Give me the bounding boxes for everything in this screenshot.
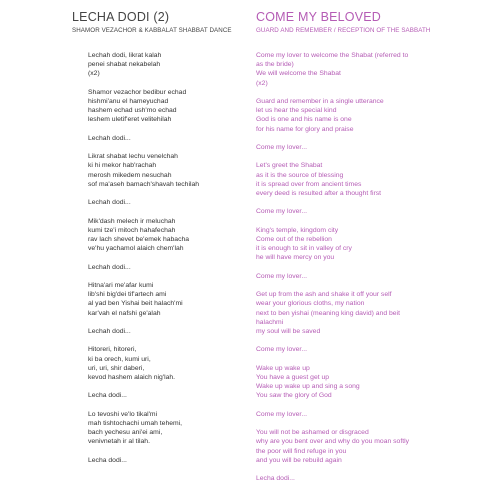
stanza-gap [88,189,248,198]
lyric-line: Lecha dodi... [256,475,295,483]
lyric-line: leshem uletif'eret velitehilah [88,116,172,124]
stanza [88,152,248,189]
song-title-transliteration: LECHA DODI (2) [72,10,170,24]
lyrics-transliteration [88,51,248,465]
stanza [256,290,416,336]
lyric-line: uri, uri, shir daberi, [88,364,145,372]
stanza-gap [88,401,248,410]
stanza-gap [256,401,416,410]
lyric-line: mah tishtochachi umah tehemi, [88,419,183,427]
lyric-line: he will have mercy on you [256,254,335,262]
stanza-gap [88,207,248,216]
lyric-line: kevod hashem alaich nig'lah. [88,373,176,381]
stanza [88,88,248,125]
lyric-line: sof ma'aseh bamach'shavah techilah [88,180,200,188]
lyric-line: hishmi'anu el hameyuchad [88,98,169,105]
lyric-line: next to ben yishai (meaning king david) and beit halachmi [256,309,400,326]
lyrics-english [256,51,416,483]
lyric-line: Come my lover... [256,144,307,151]
lyric-line: the poor will find refuge in you [256,447,347,455]
lyric-line: Come my lover to welcome the Shabat (referred to as the bride) [256,52,409,69]
lyric-line: my soul will be saved [256,327,321,335]
lyric-line: venivnetah ir al tilah. [88,438,150,446]
lyric-line: Lechah dodi... [88,134,131,142]
refrain [256,410,416,419]
lyric-line: Lo tevoshi ve'lo tikal'mi [88,410,158,418]
stanza [256,97,416,134]
lyric-line: as it is the source of blessing [256,171,344,179]
lyric-line: ve'hu yachamol alaich chem'lah [88,245,184,253]
lyric-line: why are you bent over and why do you moan softly [256,438,410,446]
lyric-line: King's temple, kingdom city [256,226,339,234]
lyric-line: Hitna'ari me'afar kumi [88,281,154,289]
lyric-line: Likrat shabat lechu venelchah [88,153,178,161]
lyric-line: Get up from the ash and shake it off your self [256,291,392,299]
lyric-line: hashem echad ush'mo echad [88,107,177,115]
stanza [256,364,416,401]
lyric-line: it is spread over from ancient times [256,180,362,188]
stanza-gap [256,419,416,428]
lyric-line: Come my lover... [256,346,307,354]
stanza [88,410,248,447]
stanza-gap [88,79,248,88]
lyric-line: (x2) [256,79,268,87]
stanza-gap [256,281,416,290]
stanza-gap [256,263,416,272]
lyric-line: You have a guest get up [256,373,330,381]
lyric-line: every deed is resulted after a thought first [256,190,382,197]
lyric-line: ki ba orech, kumi uri, [88,355,151,363]
lyric-line: al yad ben Yishai beit halach'mi [88,300,183,308]
lyric-line: Come my lover... [256,208,307,216]
lyric-line: wear your glorious cloths, my nation [256,300,365,308]
stanza-gap [256,336,416,345]
stanza-gap [256,88,416,97]
lyric-line: Come my lover... [256,410,307,418]
lyric-line: (x2) [88,70,100,78]
refrain [256,474,416,483]
refrain [88,327,248,336]
stanza [256,428,416,465]
lyric-line: Lecha dodi... [88,456,127,464]
lyric-line: kar'vah el nafshi ge'alah [88,309,161,317]
stanza-gap [88,318,248,327]
stanza-gap [256,217,416,226]
stanza-gap [88,143,248,152]
lyric-line: Wake up wake up [256,364,310,372]
stanza-gap [256,134,416,143]
stanza-gap [88,447,248,456]
lyric-line: Lechah dodi... [88,199,131,207]
lyric-line: Hitoreri, hitoreri, [88,346,137,354]
stanza-gap [88,336,248,345]
lyric-line: We will welcome the Shabat [256,70,341,78]
lyric-line: Mik'dash melech ir meluchah [88,217,176,225]
stanza [88,281,248,318]
lyric-line: You saw the glory of God [256,392,332,400]
refrain [256,143,416,152]
refrain [256,272,416,281]
lyric-line: Guard and remember in a single utterance [256,98,384,105]
stanza-gap [88,272,248,281]
lyric-line: Come out of the rebellion [256,235,332,243]
refrain [256,345,416,354]
stanza-gap [256,465,416,474]
stanza [256,226,416,263]
stanza-gap [256,355,416,364]
stanza [256,161,416,198]
lyric-line: lib'shi big'dei tif'artech ami [88,291,167,299]
lyric-line: You will not be ashamed or disgraced [256,429,369,437]
song-title-english: COME MY BELOVED [256,10,382,24]
lyric-line: and you will be rebuild again [256,456,342,464]
lyric-line: kumi tze'i mitoch hahafechah [88,226,176,234]
lyric-line: Come my lover... [256,272,307,280]
song-subtitle-english: GUARD AND REMEMBER / RECEPTION OF THE SABBATH [256,27,431,34]
lyric-line: Lechah dodi... [88,327,131,335]
stanza-gap [88,382,248,391]
refrain [88,198,248,207]
lyric-line: for his name for glory and praise [256,125,354,133]
refrain [256,207,416,216]
stanza-gap [256,198,416,207]
stanza [88,51,248,79]
stanza [88,217,248,254]
lyric-line: Wake up wake up and sing a song [256,383,360,391]
stanza [256,51,416,88]
lyric-line: Let's greet the Shabat [256,162,323,170]
refrain [88,391,248,400]
lyric-line: bach yechesu ani'ei ami, [88,429,163,437]
lyric-line: Lecha dodi... [88,392,127,400]
refrain [88,456,248,465]
stanza-gap [88,253,248,262]
stanza-gap [256,152,416,161]
lyric-line: let us hear the special kind [256,107,337,115]
refrain [88,263,248,272]
lyric-line: penei shabat nekabelah [88,61,161,69]
lyric-line: rav lach shevet be'emek habacha [88,235,190,243]
stanza [88,345,248,382]
lyric-line: Lechah dodi... [88,263,131,271]
refrain [88,134,248,143]
lyric-line: ki hi mekor hab'rachah [88,162,157,170]
lyric-line: Lechah dodi, likrat kalah [88,52,162,59]
lyric-line: merosh mikedem nesuchah [88,171,172,179]
lyric-line: God is one and his name is one [256,116,352,124]
lyric-line: it is enough to sit in valley of cry [256,245,352,253]
song-subtitle-transliteration: SHAMOR VEZACHOR & KABBALAT SHABBAT DANCE [72,27,232,34]
stanza-gap [88,125,248,134]
lyric-line: Shamor vezachor bedibur echad [88,88,187,96]
